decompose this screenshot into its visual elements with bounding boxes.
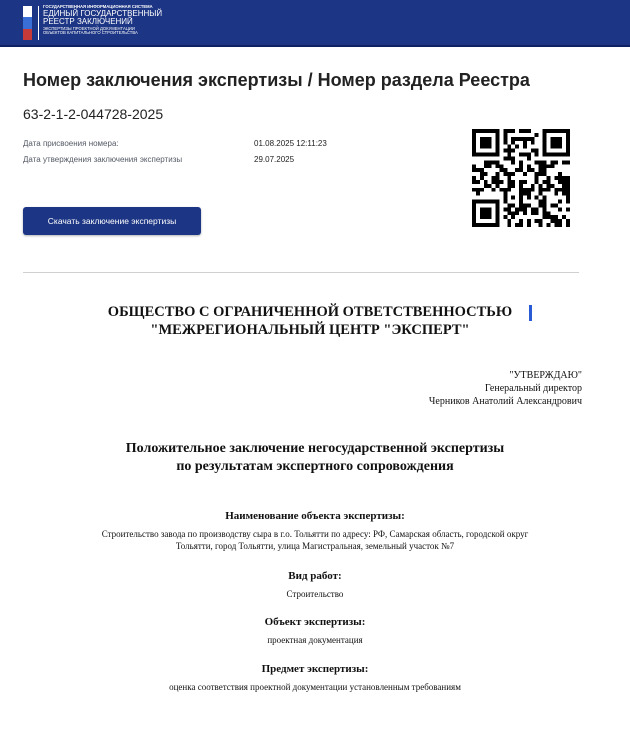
logo-line-5: ОБЪЕКТОВ КАПИТАЛЬНОГО СТРОИТЕЛЬСТВА — [43, 30, 138, 36]
qr-code-icon — [472, 129, 570, 227]
page-title: Номер заключения экспертизы / Номер раздела Реестра — [23, 70, 530, 90]
logo-separator — [38, 6, 39, 40]
object-name-line-2: Тольятти, город Тольятти, улица Магистральная, земельный участок №7 — [175, 541, 455, 551]
expertise-object-heading: Объект экспертизы: — [264, 616, 366, 628]
work-type-heading: Вид работ: — [288, 570, 342, 582]
logo-line-1: ГОСУДАРСТВЕННАЯ ИНФОРМАЦИОННАЯ СИСТЕМА — [43, 4, 153, 9]
document-title — [40, 440, 590, 476]
logo-line-2: ЕДИНЫЙ ГОСУДАРСТВЕННЫЙ — [43, 9, 163, 19]
work-type-value: Строительство — [286, 589, 344, 599]
download-conclusion-button[interactable]: Скачать заключение экспертизы — [23, 207, 201, 235]
number-assignment-date-label: Дата присвоения номера: — [23, 139, 119, 148]
site-logo[interactable] — [43, 5, 162, 36]
expertise-subject-heading: Предмет экспертизы: — [261, 663, 369, 675]
approve-stamp: "УТВЕРЖДАЮ" — [509, 370, 582, 381]
expertise-object-value: проектная документация — [267, 635, 363, 645]
object-name-heading: Наименование объекта экспертизы: — [225, 510, 405, 522]
text-cursor — [529, 305, 532, 321]
approval-date-value: 29.07.2025 — [254, 155, 295, 164]
approval-block — [429, 369, 582, 408]
logo-line-4: ЭКСПЕРТИЗЫ ПРОЕКТНОЙ ДОКУМЕНТАЦИИ — [43, 26, 135, 32]
org-name-line-1: ОБЩЕСТВО С ОГРАНИЧЕННОЙ ОТВЕТСТВЕННОСТЬЮ — [107, 304, 513, 320]
document-title-line-1: Положительное заключение негосударственной экспертизы — [125, 441, 505, 456]
number-assignment-date-value: 01.08.2025 12:11:23 — [254, 139, 327, 148]
registry-number: 63-2-1-2-044728-2025 — [23, 106, 164, 122]
approver-position: Генеральный директор — [484, 383, 582, 394]
object-name-line-1: Строительство завода по производству сыра в г.о. Тольятти по адресу: РФ, Самарская область, городской округ — [101, 529, 529, 539]
org-name-line-2: "МЕЖРЕГИОНАЛЬНЫЙ ЦЕНТР "ЭКСПЕРТ" — [150, 322, 470, 338]
object-name-value — [20, 528, 610, 552]
document-title-line-2: по результатам экспертного сопровождения — [176, 459, 454, 474]
expertise-subject-value: оценка соответствия проектной документации установленным требованиям — [169, 682, 461, 692]
organization-name — [60, 303, 560, 339]
approver-name: Черников Анатолий Александрович — [428, 396, 582, 407]
logo-line-3: РЕЕСТР ЗАКЛЮЧЕНИЙ — [43, 17, 133, 27]
russian-flag-icon — [23, 6, 32, 40]
section-divider — [23, 272, 579, 273]
site-header — [0, 0, 630, 47]
approval-date-label: Дата утверждения заключения экспертизы — [23, 155, 183, 164]
